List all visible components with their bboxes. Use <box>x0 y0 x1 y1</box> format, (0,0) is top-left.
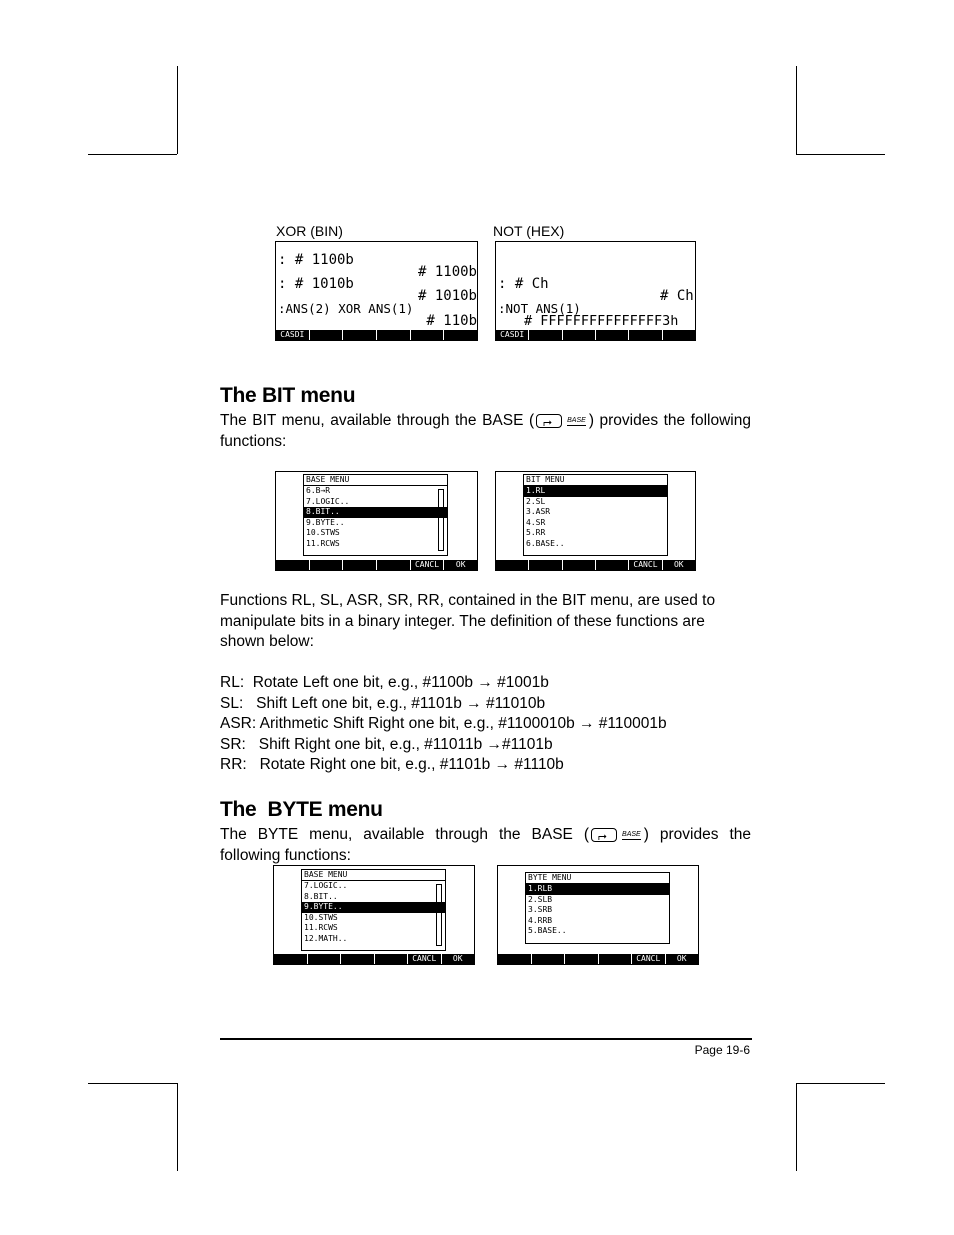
crop-mark <box>796 154 885 155</box>
menu-item: 8.BIT.. <box>304 891 338 901</box>
softkey <box>563 560 596 570</box>
softkey <box>532 954 566 964</box>
menu-item: 6.B→R <box>306 486 331 495</box>
softkey-bar <box>496 560 695 570</box>
softkey <box>529 560 562 570</box>
menu-item: 6.BASE.. <box>526 538 565 548</box>
menu-item: 3.SRB <box>528 905 553 915</box>
figure-caption-xor: XOR (BIN) <box>276 223 343 239</box>
calculator-screen-base-menu <box>275 471 478 571</box>
intro-text: The BIT menu, available through the BASE ( <box>220 412 535 429</box>
lcd-line: # 110b <box>426 313 477 329</box>
menu-item: 5.BASE.. <box>528 926 567 936</box>
softkey <box>444 330 477 340</box>
lcd-line: : # Ch <box>498 276 549 292</box>
menu-item: 7.LOGIC.. <box>304 881 348 890</box>
softkey <box>411 330 445 340</box>
crop-mark <box>177 1083 178 1171</box>
softkey <box>529 330 562 340</box>
softkey: CASDI <box>276 330 310 340</box>
lcd-line: :NOT ANS(1) <box>498 301 581 316</box>
softkey <box>310 330 344 340</box>
softkey <box>375 954 409 964</box>
menu-item: 4.SR <box>526 517 546 527</box>
choose-box <box>525 872 670 944</box>
softkey-bar <box>274 954 474 964</box>
definition-sr: SR: Shift Right one bit, e.g., #11011b →#1101b <box>220 735 553 753</box>
softkey <box>565 954 599 964</box>
lcd-line: : # 1100b <box>278 252 354 268</box>
softkey-ok: OK <box>452 954 463 963</box>
scrollbar <box>438 489 444 551</box>
definition-rl: RL: Rotate Left one bit, e.g., #1100b → #1001b <box>220 674 549 691</box>
calculator-screen-bit-menu <box>495 471 696 571</box>
softkey-ok: OK <box>673 560 684 569</box>
softkey-bar <box>498 954 698 964</box>
menu-title: BASE MENU <box>302 870 445 881</box>
crop-mark <box>796 66 797 154</box>
section-heading-bit: The BIT menu <box>220 384 356 407</box>
definition-sl: SL: Shift Left one bit, e.g., #1101b → #11010b <box>220 694 546 712</box>
menu-title: BIT MENU <box>524 475 667 486</box>
softkey <box>496 560 529 570</box>
menu-item-selected: 9.BYTE.. <box>302 902 445 913</box>
bit-definitions-list <box>220 673 760 776</box>
definition-rr: RR: Rotate Right one bit, e.g., #1101b → #1110b <box>220 756 564 773</box>
softkey-cancel: CANCL <box>629 560 662 570</box>
softkey-bar <box>276 560 477 570</box>
menu-item: 2.SL <box>526 496 546 506</box>
calculator-screen-not <box>495 241 696 341</box>
choose-box <box>301 869 446 951</box>
softkey-cancel: CANCL <box>411 560 445 570</box>
bit-description-paragraph: Functions RL, SL, ASR, SR, RR, contained in the BIT menu, are used to manipulate bits in a binary integer. The definition of these functions are shown below: <box>220 592 716 650</box>
menu-item: 4.RRB <box>528 915 553 925</box>
menu-item: 2.SLB <box>528 894 553 904</box>
softkey <box>377 330 411 340</box>
menu-title: BASE MENU <box>304 475 447 486</box>
menu-item: 5.RR <box>526 528 546 538</box>
crop-mark <box>177 66 178 154</box>
softkey <box>563 330 596 340</box>
base-key-label: BASE <box>567 416 586 424</box>
softkey <box>498 954 532 964</box>
menu-item-selected: 1.RLB <box>526 884 669 895</box>
section-heading-byte: The BYTE menu <box>220 798 383 821</box>
softkey-ok: OK <box>455 560 466 569</box>
menu-item: 9.BYTE.. <box>306 517 345 527</box>
calculator-screen-byte-menu <box>497 865 699 965</box>
crop-mark <box>796 1083 797 1171</box>
softkey <box>308 954 342 964</box>
softkey <box>377 560 411 570</box>
menu-item: 11.RCWS <box>306 538 340 548</box>
menu-item: 7.LOGIC.. <box>306 496 350 506</box>
menu-item: 10.STWS <box>306 528 340 538</box>
base-key-label: BASE <box>622 830 641 838</box>
softkey-bar <box>496 330 695 340</box>
menu-title: BYTE MENU <box>526 873 669 884</box>
calculator-screen-base-menu-2 <box>273 865 475 965</box>
softkey <box>274 954 308 964</box>
crop-mark <box>88 154 177 155</box>
figure-caption-not: NOT (HEX) <box>493 223 565 239</box>
lcd-line: :ANS(2) XOR ANS(1) <box>278 301 414 316</box>
intro-text: ) provides the following functions: <box>220 826 751 864</box>
softkey-cancel: CANCL <box>408 954 442 964</box>
page-number: Page 19-6 <box>694 1043 750 1057</box>
menu-item: 11.RCWS <box>304 923 338 933</box>
softkey <box>276 560 310 570</box>
calculator-screen-xor <box>275 241 478 341</box>
crop-mark <box>796 1083 885 1084</box>
softkey <box>629 330 662 340</box>
lcd-line: : # 1010b <box>278 276 354 292</box>
menu-item-selected: 1.RL <box>524 486 667 497</box>
lcd-line: # 1100b <box>417 264 477 280</box>
definition-asr: ASR: Arithmetic Shift Right one bit, e.g., #1100010b → #110001b <box>220 715 667 732</box>
softkey-ok: OK <box>676 954 687 963</box>
softkey: CASDI <box>496 330 529 340</box>
right-shift-key-icon <box>591 828 617 842</box>
softkey <box>596 560 629 570</box>
softkey <box>596 330 629 340</box>
lcd-line: # 1010b <box>417 288 477 304</box>
crop-mark <box>88 1083 177 1084</box>
byte-intro-paragraph <box>220 825 751 866</box>
lcd-line: # FFFFFFFFFFFFFFF3h <box>524 313 679 329</box>
right-shift-key-icon <box>536 414 562 428</box>
lcd-line: # Ch <box>660 288 694 304</box>
softkey <box>663 330 695 340</box>
footer-rule <box>220 1038 752 1040</box>
choose-box <box>303 474 448 556</box>
softkey <box>343 330 377 340</box>
menu-item-selected: 8.BIT.. <box>304 507 447 518</box>
menu-item: 12.MATH.. <box>304 933 348 943</box>
menu-item: 10.STWS <box>304 912 338 922</box>
softkey <box>599 954 633 964</box>
softkey <box>343 560 377 570</box>
intro-text: ) provides the following functions: <box>220 412 751 450</box>
softkey-bar <box>276 330 477 340</box>
choose-box <box>523 474 668 556</box>
softkey-cancel: CANCL <box>632 954 666 964</box>
softkey <box>341 954 375 964</box>
scrollbar <box>436 884 442 946</box>
softkey <box>310 560 344 570</box>
menu-item: 3.ASR <box>526 507 551 517</box>
intro-text: The BYTE menu, available through the BASE ( <box>220 826 590 843</box>
bit-intro-paragraph <box>220 411 751 452</box>
